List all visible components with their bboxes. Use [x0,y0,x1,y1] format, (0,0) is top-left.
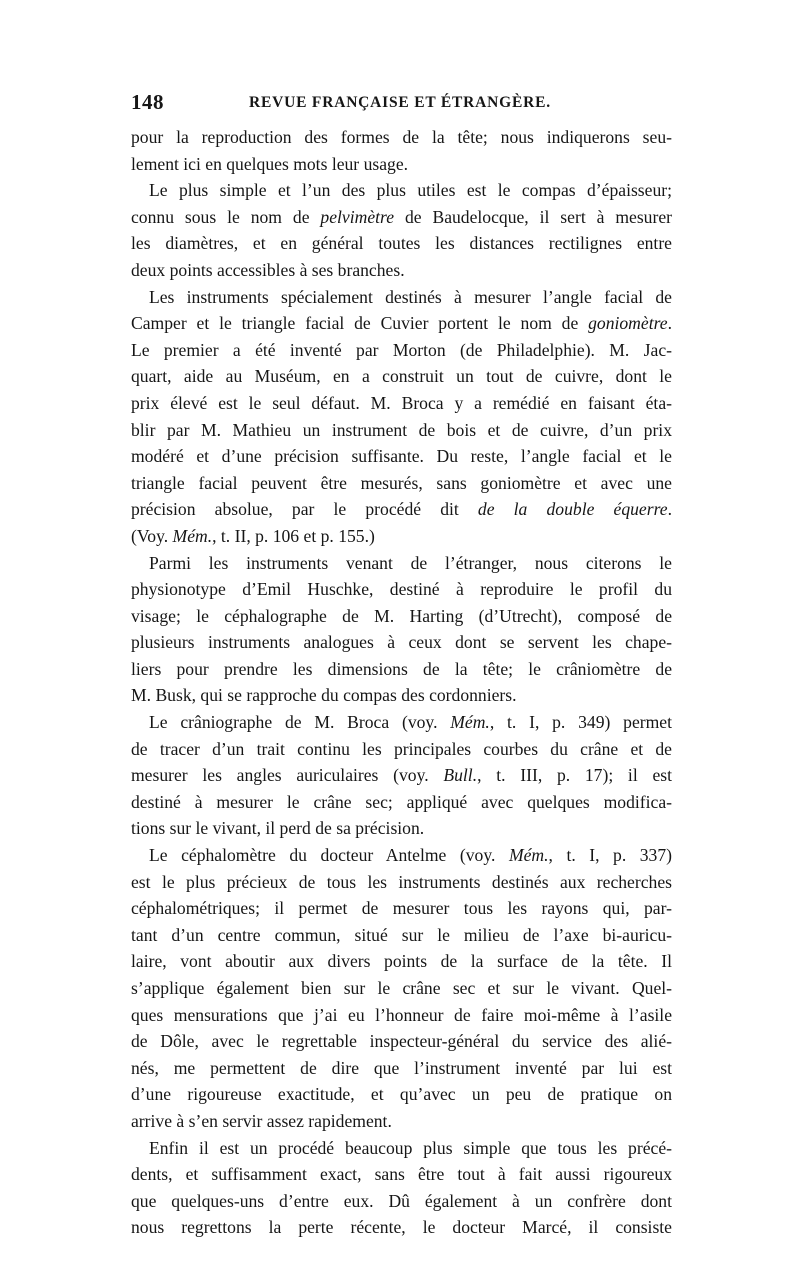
text-segment: tant d’un centre commun, situé sur le milieu de l’axe bi-auricu- [131,924,672,945]
text-line [131,177,672,204]
text-line [131,470,672,497]
text-line [131,390,672,417]
text-segment: M. Busk, qui se rapproche du compas des cordonniers. [131,685,517,706]
text-line [131,1135,672,1162]
text-segment: destiné à mesurer le crâne sec; appliqué avec quelques modifica- [131,791,672,812]
text-line [131,1081,672,1108]
text-line [131,523,672,550]
text-segment: d’une rigoureuse exactitude, et qu’avec un peu de pratique on [131,1084,672,1105]
text-line [131,284,672,311]
text-line [131,1214,672,1241]
text-segment: modéré et d’une précision suffisante. Du reste, l’angle facial et le [131,446,672,467]
text-segment: triangle facial peuvent être mesurés, sans goniomètre et avec une [131,472,672,493]
running-header [131,86,672,116]
text-line [131,1002,672,1029]
text-line [131,124,672,151]
text-segment: pour la reproduction des formes de la tête; nous indiquerons seu- [131,127,672,147]
text-line [131,1188,672,1215]
italic-text: Mém. [450,712,490,733]
text-line [131,709,672,736]
text-segment: Le céphalomètre du docteur Antelme (voy. [149,845,509,866]
text-segment: mesurer les angles auriculaires (voy. [131,765,444,786]
running-title: REVUE FRANÇAISE ET ÉTRANGÈRE. [249,94,551,111]
text-segment: liers pour prendre les dimensions de la tête; le crâniomètre de [131,658,672,679]
text-segment: laire, vont aboutir aux divers points de la surface de la tête. Il [131,951,672,972]
text-segment: blir par M. Mathieu un instrument de bois et de cuivre, d’un prix [131,419,672,440]
text-segment: précision absolue, par le procédé dit [131,499,478,520]
text-segment: Parmi les instruments venant de l’étranger, nous citerons le [149,552,672,573]
text-line [131,310,672,337]
text-segment: visage; le céphalographe de M. Harting (d’Utrecht), composé de [131,605,672,626]
text-segment: , t. I, p. 349) permet [489,712,672,733]
text-line [131,842,672,869]
page-number: 148 [131,90,164,114]
text-segment: (Voy. [131,525,173,546]
text-line [131,257,672,284]
text-segment: de tracer d’un trait continu les principales courbes du crâne et de [131,738,672,759]
text-line [131,576,672,603]
text-segment: plusieurs instruments analogues à ceux dont se servent les chape- [131,632,672,653]
text-segment: prix élevé est le seul défaut. M. Broca y a remédié en faisant éta- [131,392,672,413]
text-line [131,629,672,656]
text-segment: physionotype d’Emil Huschke, destiné à reproduire le profil du [131,579,672,600]
text-line [131,895,672,922]
text-segment: est le plus précieux de tous les instruments destinés aux recherches [131,871,672,892]
italic-text: goniomètre [588,313,668,334]
text-segment: ques mensurations que j’ai eu l’honneur de faire moi-même à l’asile [131,1004,672,1025]
body-text [131,124,672,1241]
text-segment: que quelques-uns d’entre eux. Dû également à un confrère dont [131,1190,672,1211]
text-segment: , t. III, p. 17); il est [477,765,672,786]
text-line [131,815,672,842]
text-line [131,736,672,763]
text-segment: arrive à s’en servir assez rapidement. [131,1110,392,1131]
text-line [131,789,672,816]
text-line [131,975,672,1002]
text-segment: céphalométriques; il permet de mesurer tous les rayons qui, par- [131,898,672,919]
text-line [131,550,672,577]
text-segment: Enfin il est un procédé beaucoup plus simple que tous les précé- [149,1137,672,1158]
text-line [131,417,672,444]
text-segment: nés, me permettent de dire que l’instrument inventé par lui est [131,1057,672,1078]
text-segment: Le plus simple et l’un des plus utiles est le compas d’épaisseur; [149,180,672,201]
text-line [131,443,672,470]
text-segment: . [667,313,672,334]
text-segment: , t. II, p. 106 et p. 155.) [212,525,375,546]
text-line [131,496,672,523]
text-line [131,1055,672,1082]
text-line [131,1028,672,1055]
text-segment: connu sous le nom de [131,206,321,227]
text-segment: Camper et le triangle facial de Cuvier portent le nom de [131,313,589,334]
text-line [131,151,672,178]
text-segment: les diamètres, et en général toutes les distances rectilignes entre [131,233,672,254]
text-segment: dents, et suffisamment exact, sans être tout à fait aussi rigoureux [131,1164,672,1185]
text-line [131,869,672,896]
text-segment: de Baudelocque, il sert à mesurer [394,206,672,227]
text-line [131,948,672,975]
italic-text: pelvimètre [320,206,395,227]
text-segment: nous regrettons la perte récente, le docteur Marcé, il consiste [131,1217,672,1238]
italic-text: Mém. [172,525,213,546]
text-line [131,337,672,364]
text-line [131,656,672,683]
text-line [131,1108,672,1135]
italic-text: Mém. [508,845,549,866]
text-segment: quart, aide au Muséum, en a construit un tout de cuivre, dont le [131,366,672,387]
text-segment: lement ici en quelques mots leur usage. [131,153,409,174]
text-segment: . [667,499,672,520]
text-segment: s’applique également bien sur le crâne sec et sur le vivant. Quel- [131,978,672,998]
text-segment: tions sur le vivant, il perd de sa précision. [131,818,425,839]
text-line [131,1161,672,1188]
text-line [131,363,672,390]
text-line [131,230,672,257]
text-segment: deux points accessibles à ses branches. [131,259,405,280]
text-line [131,603,672,630]
italic-text: de la double équerre [477,499,668,520]
text-line [131,204,672,231]
text-segment: de Dôle, avec le regrettable inspecteur-général du service des alié- [131,1031,672,1052]
text-line [131,922,672,949]
italic-text: Bull. [443,765,478,786]
text-segment: Les instruments spécialement destinés à mesurer l’angle facial de [149,286,672,307]
text-line [131,682,672,709]
text-segment: Le crâniographe de M. Broca (voy. [149,712,451,733]
text-segment: , t. I, p. 337) [548,845,672,866]
text-segment: Le premier a été inventé par Morton (de Philadelphie). M. Jac- [131,339,672,360]
text-line [131,762,672,789]
